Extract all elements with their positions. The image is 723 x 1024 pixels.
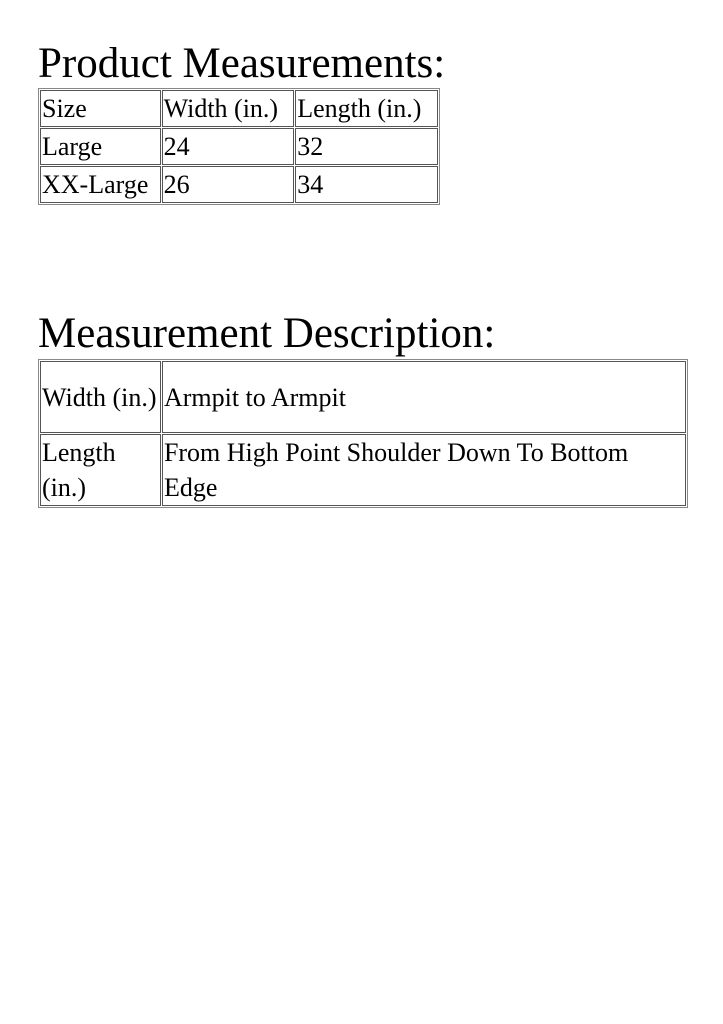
table-header-row xyxy=(40,90,438,127)
table-row xyxy=(40,128,438,165)
measurement-description-title: Measurement Description: xyxy=(38,310,496,357)
product-measurements-table xyxy=(38,88,440,205)
length-cell: 34 xyxy=(295,166,438,203)
width-cell: 26 xyxy=(162,166,295,203)
table-row xyxy=(40,361,686,433)
measurement-description-cell: Armpit to Armpit xyxy=(162,361,686,433)
measurement-name-cell: Width (in.) xyxy=(40,361,161,433)
width-cell: 24 xyxy=(162,128,295,165)
header-size: Size xyxy=(40,90,161,127)
table-row xyxy=(40,434,686,506)
size-cell: Large xyxy=(40,128,161,165)
header-width: Width (in.) xyxy=(162,90,295,127)
measurement-description-table xyxy=(38,359,688,508)
table-row xyxy=(40,166,438,203)
size-cell: XX-Large xyxy=(40,166,161,203)
header-length: Length (in.) xyxy=(295,90,438,127)
measurement-description-cell: From High Point Shoulder Down To Bottom Edge xyxy=(162,434,686,506)
measurement-name-cell: Length (in.) xyxy=(40,434,161,506)
product-measurements-title: Product Measurements: xyxy=(38,40,446,87)
length-cell: 32 xyxy=(295,128,438,165)
